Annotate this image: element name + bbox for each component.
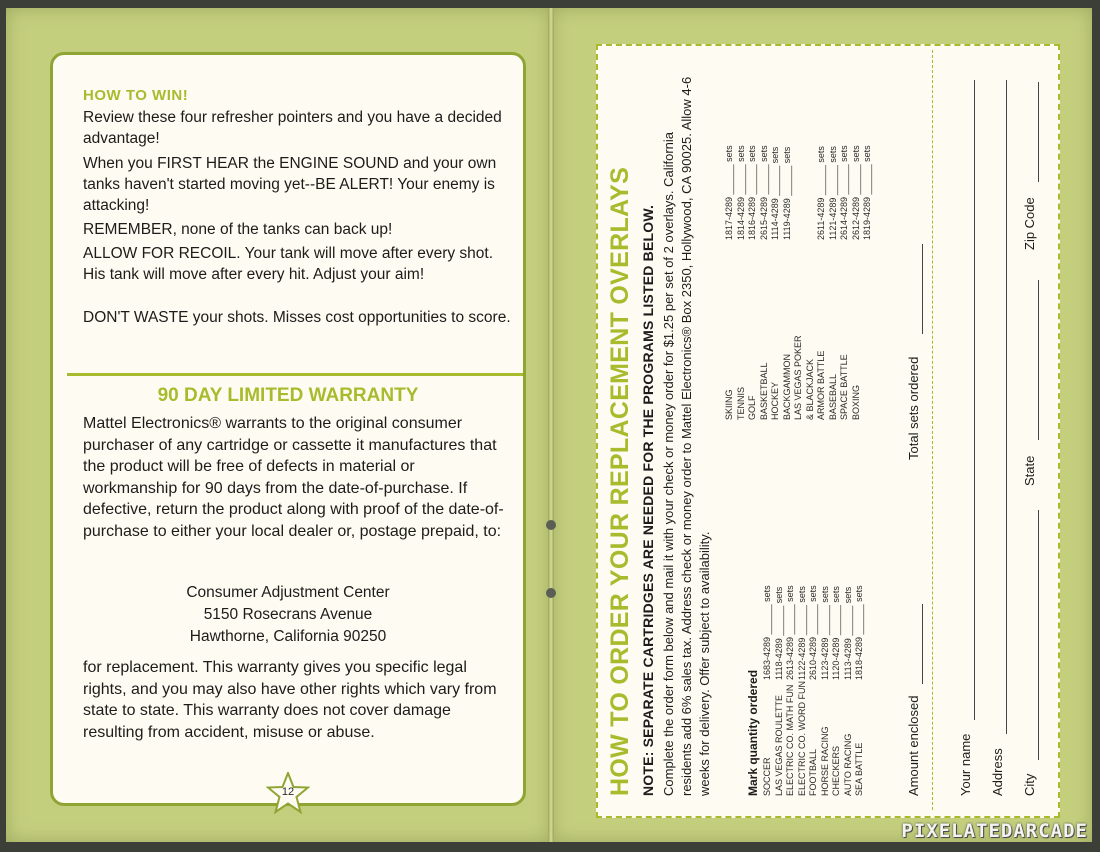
- address-line-2: 5150 Rosecrans Avenue: [203, 606, 373, 623]
- col1-names: [762, 680, 866, 796]
- instructions-card: [50, 52, 526, 806]
- program-name: SPACE BATTLE: [839, 354, 849, 420]
- state-field[interactable]: [1038, 280, 1039, 440]
- address-line-3: Hawthorne, California 90250: [189, 628, 387, 645]
- program-code: 2611-4289: [816, 197, 826, 240]
- page-number: 12: [281, 786, 295, 798]
- sets-label: sets: [785, 585, 795, 602]
- sets-label: sets: [839, 145, 849, 162]
- warranty-tail: for replacement. This warranty gives you specific legal rights, and you may also have other rights which vary from state to state. This warranty does not cover damage resulting from accident, misuse or abuse.: [83, 659, 497, 741]
- staple-top: [546, 520, 556, 530]
- program-name: HOCKEY: [770, 381, 780, 420]
- program-code: 1120-4289: [831, 637, 841, 680]
- sets-label: sets: [770, 146, 780, 164]
- program-code: 1123-4289: [819, 637, 830, 680]
- program-name: ELECTRIC CO. MATH FUN: [785, 684, 795, 796]
- program-code: 1816-4289: [747, 196, 757, 240]
- name-field[interactable]: [974, 80, 975, 720]
- zip-label: Zip Code: [1022, 197, 1037, 250]
- sets-label: sets: [862, 145, 872, 162]
- program-name: BACKGAMMON: [781, 353, 792, 420]
- city-label: City: [1022, 773, 1037, 796]
- paragraph-3: REMEMBER, none of the tanks can back up!: [83, 221, 393, 238]
- program-name: GOLF: [747, 395, 757, 420]
- sets-label: sets: [842, 586, 853, 604]
- mark-quantity-label: Mark quantity ordered: [746, 669, 760, 796]
- program-code: 1817-4289: [724, 196, 734, 240]
- program-code: 2613-4289: [785, 636, 795, 680]
- watermark: PIXELATEDARCADE: [901, 820, 1088, 842]
- program-code: 1113-4289: [842, 638, 853, 680]
- program-code: 1114-4289: [770, 198, 780, 240]
- program-code: 1814-4289: [735, 196, 746, 240]
- paragraph-2: When you FIRST HEAR the ENGINE SOUND and your own tanks haven't started moving yet--BE ALERT! Your enemy is attacking!: [83, 155, 497, 214]
- sets-label: sets: [735, 145, 746, 162]
- spine: [548, 8, 554, 842]
- program-name: TENNIS: [735, 386, 746, 420]
- warranty-title: 90 DAY LIMITED WARRANTY: [157, 385, 419, 406]
- order-title: HOW TO ORDER YOUR REPLACEMENT OVERLAYS: [606, 166, 634, 796]
- sets-label: sets: [816, 146, 826, 163]
- sets-label: sets: [850, 145, 861, 162]
- address-line-1: Consumer Adjustment Center: [186, 584, 390, 601]
- program-name: BASEBALL: [827, 373, 838, 420]
- program-code: 1119-4289: [781, 198, 792, 240]
- cut-line: [932, 50, 933, 810]
- program-code: 1118-4289: [773, 638, 784, 680]
- program-name: CHECKERS: [831, 745, 841, 796]
- program-name: ELECTRIC CO. WORD FUN: [796, 680, 807, 796]
- program-name: LAS VEGAS ROULETTE: [773, 694, 784, 796]
- col2-names: [724, 330, 862, 420]
- page-number-star: [266, 772, 310, 814]
- program-name: SEA BATTLE: [854, 742, 864, 796]
- program-code: 1121-4289: [827, 197, 838, 240]
- total-sets-field[interactable]: [922, 244, 923, 334]
- program-code: 2614-4289: [839, 196, 849, 240]
- program-name: AUTO RACING: [842, 733, 853, 796]
- order-form-rotated: [600, 50, 1060, 810]
- program-code: 1122-4289: [796, 637, 807, 680]
- program-name: & BLACKJACK: [804, 358, 815, 420]
- col2-codes: 1817-4289 ______ sets 1814-4289 ______ sets 1816-4289 ______ sets 2615-4289 ______ sets 1114-4289 ______ sets 1119-4289 ______ sets 2611-4289 ______ sets 1121-4289 ______ sets 2614-4289 ______ sets 2612-4289 ______ sets 1819-4289 ______ sets: [724, 145, 872, 240]
- sets-label: sets: [796, 586, 807, 603]
- sets-label: sets: [773, 586, 784, 604]
- sets-label: sets: [747, 145, 757, 162]
- address-label: Address: [990, 748, 1005, 796]
- how-to-win-title: HOW TO WIN!: [83, 87, 189, 104]
- section-divider: [67, 373, 523, 376]
- col1-codes: 1683-4289 ______ sets 1118-4289 ______ sets 2613-4289 ______ sets 1122-4289 ______ sets 2610-4289 ______ sets 1123-4289 ______ sets 1120-4289 ______ sets 1113-4289 ______ sets 1818-4289 ______ sets: [762, 585, 864, 680]
- order-note: NOTE: SEPARATE CARTRIDGES ARE NEEDED FOR THE PROGRAMS LISTED BELOW.: [640, 204, 656, 796]
- program-name: SKIING: [724, 389, 734, 420]
- zip-field[interactable]: [1038, 82, 1039, 182]
- state-label: State: [1022, 455, 1037, 486]
- program-code: 2610-4289: [808, 636, 818, 680]
- program-name: BOXING: [850, 384, 861, 420]
- sets-label: sets: [827, 146, 838, 163]
- paragraph-4: ALLOW FOR RECOIL. Your tank will move after every shot. His tank will move after every hit. Adjust your aim!: [83, 245, 494, 283]
- staple-bottom: [546, 588, 556, 598]
- program-code: 1818-4289: [854, 636, 864, 680]
- program-code: 1819-4289: [862, 196, 872, 240]
- program-code: 2615-4289: [758, 196, 769, 240]
- paragraph-5: DON'T WASTE your shots. Misses cost opportunities to score.: [83, 309, 511, 326]
- sets-label: sets: [762, 585, 772, 602]
- sets-label: sets: [831, 586, 841, 603]
- program-name: SOCCER: [762, 757, 772, 796]
- warranty-text: Mattel Electronics® warrants to the original consumer purchaser of any cartridge or cassette it manufactures that the product will be free of defects in material or workmanship for 90 days from the date-of-purchase. If defective, return the product along with proof of the date-of-purchase to either your local dealer or, postage prepaid, to:: [83, 415, 504, 540]
- program-code: 2612-4289: [850, 196, 861, 240]
- program-name: ARMOR BATTLE: [816, 350, 826, 420]
- sets-label: sets: [758, 145, 769, 162]
- city-field[interactable]: [1038, 510, 1039, 760]
- sets-label: sets: [781, 146, 792, 164]
- sets-label: sets: [724, 145, 734, 162]
- sets-label: sets: [854, 585, 864, 602]
- sets-label: sets: [808, 585, 818, 602]
- sets-label: sets: [819, 586, 830, 603]
- program-name: HORSE RACING: [819, 726, 830, 796]
- order-instructions: Complete the order form below and mail it with your check or money order for $1.25 per set of 2 overlays. California residents add 6% sales tax. Address check or money order to Mattel Electronics® Box 2350, Hollywood, CA 90025. Allow 4-6 weeks for delivery. Offer subject to availability.: [661, 76, 712, 796]
- program-name: LAS VEGAS POKER: [793, 335, 803, 420]
- program-name: FOOTBALL: [808, 748, 818, 796]
- program-code: 1683-4289: [762, 636, 772, 680]
- amount-enclosed-label: Amount enclosed: [906, 695, 921, 796]
- paragraph-1: Review these four refresher pointers and you have a decided advantage!: [83, 109, 502, 147]
- address-field[interactable]: [1006, 80, 1007, 734]
- name-label: Your name: [958, 733, 973, 796]
- total-sets-label: Total sets ordered: [906, 356, 921, 460]
- amount-enclosed-field[interactable]: [922, 604, 923, 684]
- program-name: BASKETBALL: [758, 362, 769, 420]
